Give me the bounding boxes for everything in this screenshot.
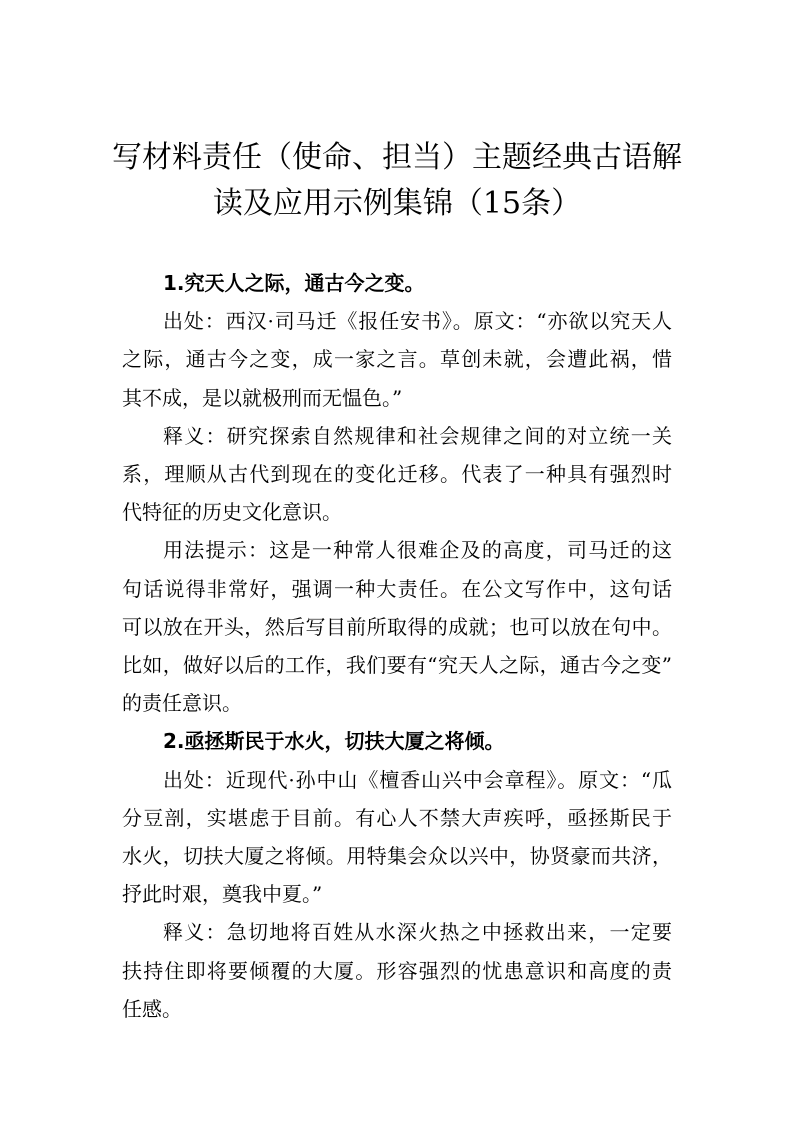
paragraph-line: 水火，切扶大厦之将倾。用特集会众以兴中，协贤豪而共济， (122, 844, 672, 868)
section-heading: 1.究天人之际，通古今之变。 (163, 271, 425, 295)
paragraph-line: 用法提示：这是一种常人很难企及的高度，司马迁的这 (163, 538, 672, 563)
paragraph-line: 句话说得非常好，强调一种大责任。在公文写作中，这句话 (122, 576, 672, 601)
paragraph-line: 可以放在开头，然后写目前所取得的成就；也可以放在句中。 (122, 614, 672, 639)
paragraph-line: 释义：研究探索自然规律和社会规律之间的对立统一关 (163, 423, 672, 448)
paragraph-line: 释义：急切地将百姓从水深火热之中拯救出来，一定要 (163, 920, 672, 945)
paragraph-line: 的责任意识。 (122, 691, 242, 716)
paragraph-line: 系，理顺从古代到现在的变化迁移。代表了一种具有强烈时 (122, 462, 672, 486)
paragraph-line: 抒此时艰，奠我中夏。” (122, 882, 323, 907)
document-title-line-2: 读及应用示例集锦（15条） (212, 186, 582, 221)
paragraph-line: 扶持住即将要倾覆的大厦。形容强烈的忧患意识和高度的责 (122, 958, 672, 983)
paragraph-line: 出处：西汉·司马迁《报任安书》。原文：“亦欲以究天人 (163, 309, 672, 334)
paragraph-line: 比如，做好以后的工作，我们要有“究天人之际，通古今之变” (122, 653, 672, 677)
paragraph-line: 其不成，是以就极刑而无愠色。” (122, 385, 403, 410)
paragraph-line: 出处：近现代·孙中山《檀香山兴中会章程》。原文：“瓜 (163, 767, 672, 792)
paragraph-line: 代特征的历史文化意识。 (122, 500, 342, 525)
document-title-line-1: 写材料责任（使命、担当）主题经典古语解 (112, 140, 682, 175)
section-heading: 2.亟拯斯民于水火，切扶大厦之将倾。 (163, 729, 505, 754)
paragraph-line: 之际，通古今之变，成一家之言。草创未就，会遭此祸，惜 (122, 347, 672, 372)
paragraph-line: 分豆剖，实堪虑于目前。有心人不禁大声疾呼，亟拯斯民于 (122, 805, 672, 830)
paragraph-line: 任感。 (122, 996, 182, 1021)
